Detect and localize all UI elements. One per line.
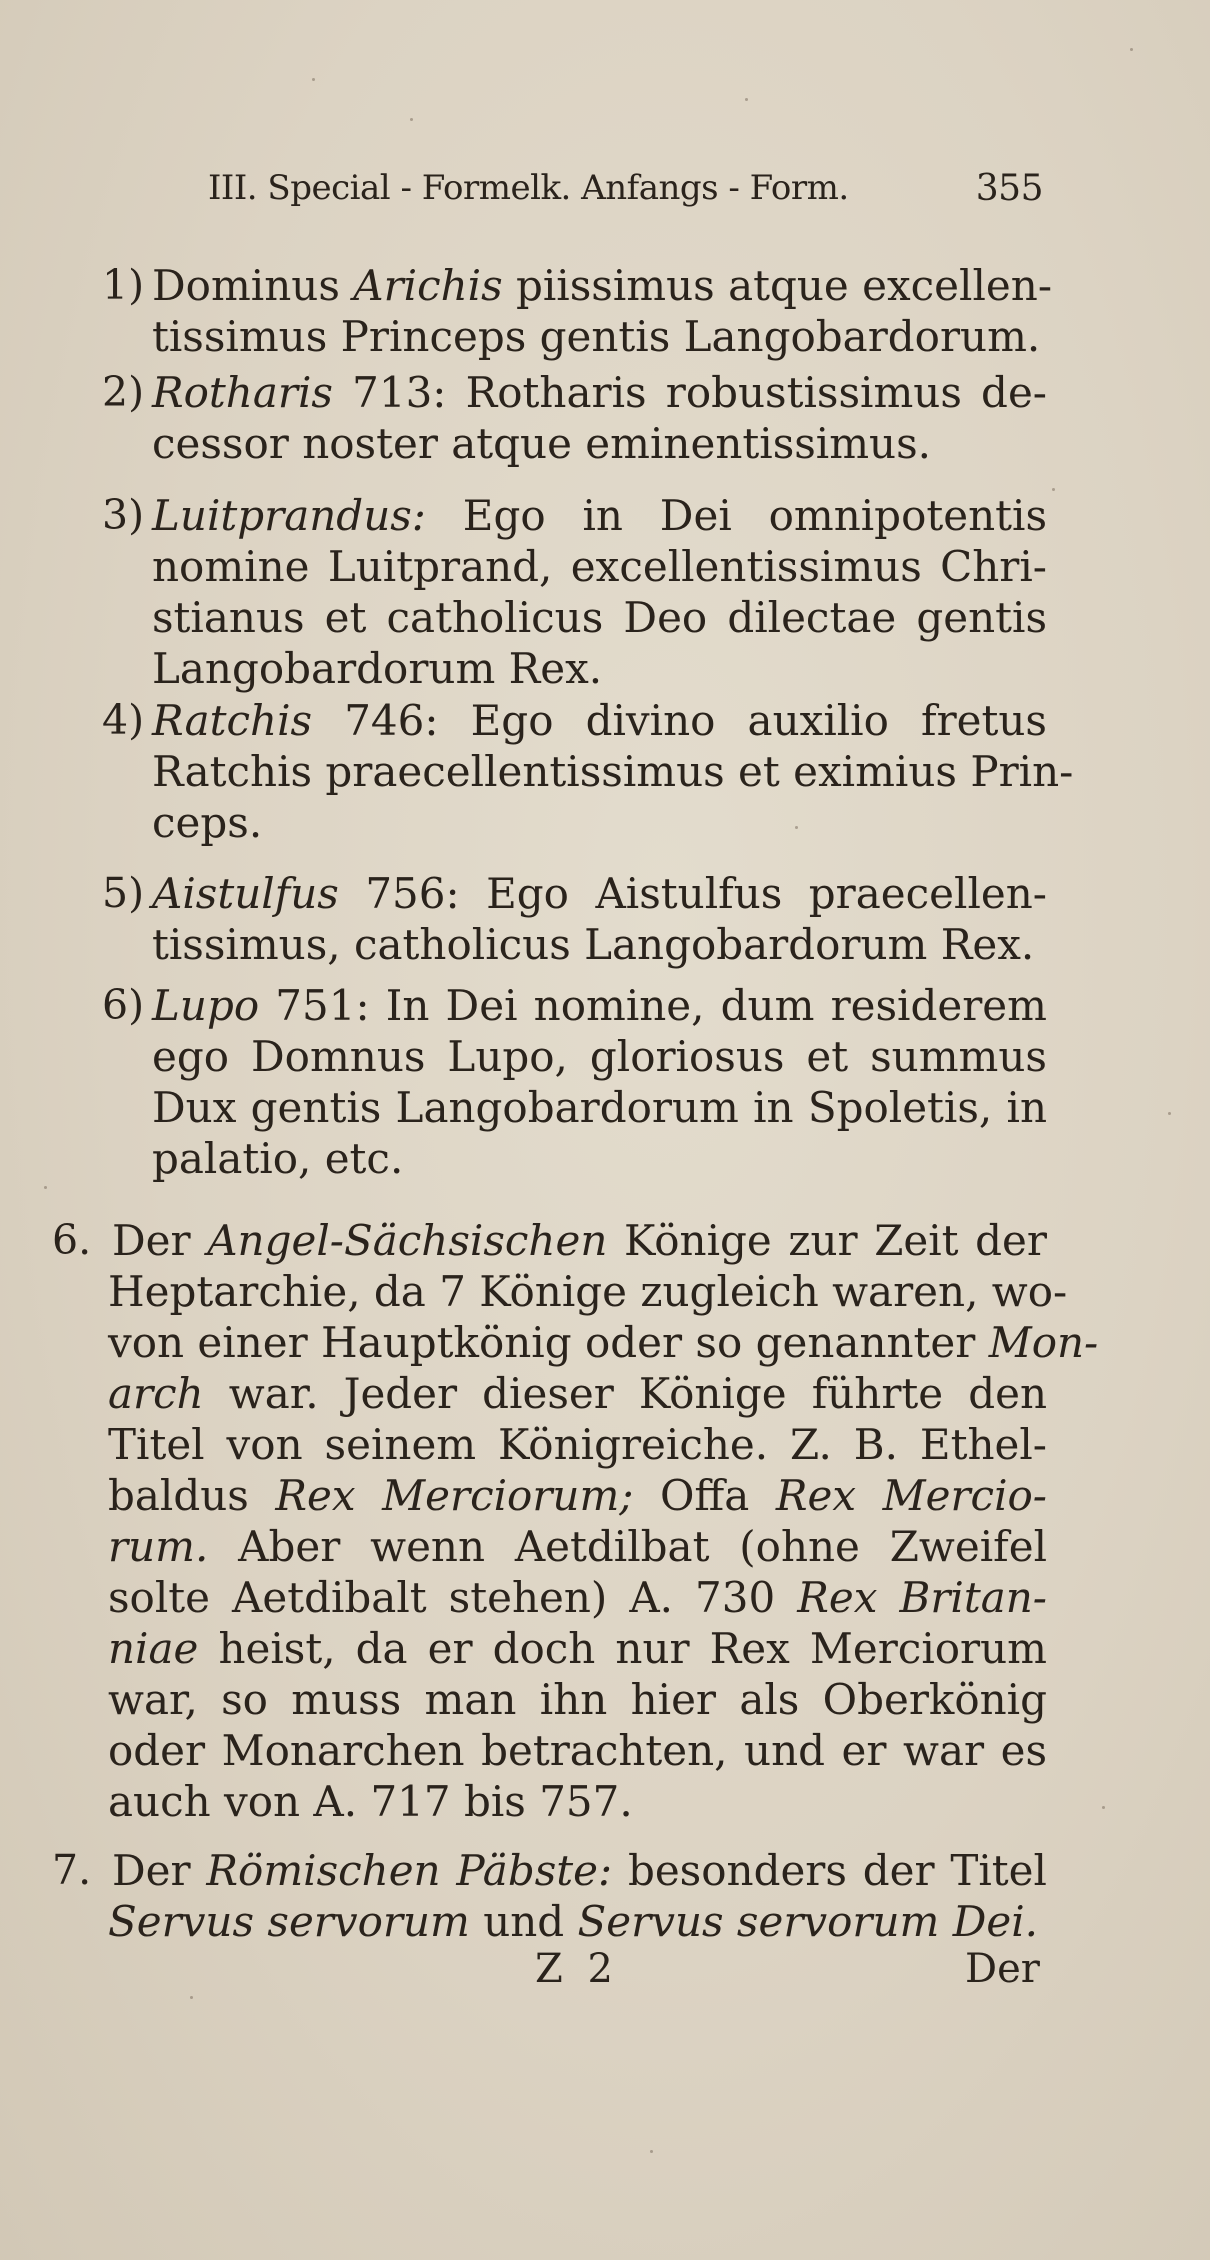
paper-speck [410,118,413,121]
running-title: III. Special - Formelk. Anfangs - Form. [208,168,849,208]
subitem-5 [102,868,1047,970]
text-run: baldus [108,1471,276,1520]
text-run: von einer Hauptkönig oder so genannter [108,1318,989,1367]
section-item-2 [52,1845,1047,1947]
paper-speck [650,2150,653,2153]
text-line [108,1674,1047,1725]
text-run: Aber wenn Aetdilbat (ohne Zweifel [208,1522,1047,1571]
text-line [108,1725,1047,1776]
subitem-number: 6) [102,981,145,1029]
running-header [208,168,1043,218]
section-item-number: 6. [52,1216,92,1264]
italic-text: Römischen Päbste: [206,1846,613,1895]
italic-text: Mon- [988,1318,1099,1367]
italic-text: Rex Merciorum; [275,1471,634,1520]
paper-speck [745,98,748,101]
text-line [152,1082,1047,1133]
text-run: Titel von seinem Königreiche. Z. B. Ethel- [108,1420,1047,1469]
text-run: war. Jeder dieser Könige führte den [203,1369,1047,1418]
italic-text: Aistulfus [152,869,339,918]
catchword: Der [965,1946,1040,1992]
text-line [108,1896,1047,1947]
text-run: besonders der Titel [612,1846,1047,1895]
italic-text: Lupo [152,981,260,1030]
text-line [152,311,1047,362]
text-run: Heptarchie, da 7 Könige zugleich waren, wo- [108,1267,1068,1316]
italic-text: Luitprandus: [152,491,426,540]
italic-text: Servus servorum Dei. [577,1897,1039,1946]
italic-text: Angel-Sächsischen [207,1216,608,1265]
text-line [108,1776,1047,1827]
page-number: 355 [975,168,1043,209]
text-run: oder Monarchen betrachten, und er war es [108,1726,1047,1775]
text-run: Der [112,1216,208,1265]
text-run: 713: Rotharis robustissimus de- [332,368,1047,417]
text-line [152,367,1047,418]
subitem-4 [102,695,1074,848]
text-line [152,490,1047,541]
subitem-2 [102,367,1047,469]
subitem-3 [102,490,1047,694]
text-run: ego Domnus Lupo, gloriosus et summus [152,1032,1047,1081]
text-run: cessor noster atque eminentissimus. [152,419,932,468]
text-run: Offa [633,1471,776,1520]
text-run: piissimus atque excellen- [502,261,1053,310]
text-line [152,868,1047,919]
italic-text: Rex Mercio- [775,1471,1047,1520]
text-run: auch von A. 717 bis 757. [108,1777,633,1826]
text-line [108,1470,1047,1521]
text-run: 746: Ego divino auxilio fretus [312,696,1047,745]
subitem-number: 2) [102,368,145,416]
text-run: 756: Ego Aistulfus praecellen- [338,869,1047,918]
subitem-6 [102,980,1047,1184]
text-run: tissimus Princeps gentis Langobardorum. [152,312,1041,361]
text-run: Ego in Dei omnipotentis [425,491,1047,540]
text-line [152,1133,1047,1184]
text-run: heist, da er doch nur Rex Merciorum [198,1624,1047,1673]
italic-text: niae [108,1624,199,1673]
text-run: Dux gentis Langobardorum in Spoletis, in [152,1083,1047,1132]
text-run: palatio, etc. [152,1134,404,1183]
subitem-number: 4) [102,696,145,744]
text-run: solte Aetdibalt stehen) A. 730 [108,1573,798,1622]
text-line [152,260,1053,311]
text-line [152,919,1047,970]
italic-text: Rotharis [152,368,333,417]
subitem-number: 5) [102,869,145,917]
text-run: Dominus [152,261,354,310]
text-line [152,418,1047,469]
text-run: stianus et catholicus Deo dilectae gentis [152,593,1047,642]
text-run: Der [112,1846,207,1895]
text-line [108,1317,1099,1368]
text-run: tissimus, catholicus Langobardorum Rex. [152,920,1035,969]
italic-text: arch [108,1369,204,1418]
text-line [152,980,1047,1031]
text-run: nomine Luitprand, excellentissimus Chri- [152,542,1047,591]
text-line [152,746,1074,797]
text-line [152,541,1047,592]
text-run: Ratchis praecellentissimus et eximius Prin- [152,747,1074,796]
text-run: und [469,1897,578,1946]
text-run: ceps. [152,798,263,847]
section-item-number: 7. [52,1846,92,1894]
text-run: 751: In Dei nomine, dum residerem [259,981,1047,1030]
text-run: war, so muss man ihn hier als Oberkönig [108,1675,1047,1724]
text-line [152,592,1047,643]
italic-text: Rex Britan- [797,1573,1047,1622]
paper-speck [312,78,315,81]
text-line [108,1266,1068,1317]
paper-speck [44,1186,47,1189]
paper-speck [1102,1806,1105,1809]
text-line [152,643,1047,694]
text-line [152,695,1047,746]
text-line [108,1368,1047,1419]
italic-text: rum. [108,1522,209,1571]
italic-text: Arichis [353,261,503,310]
italic-text: Servus servorum [108,1897,470,1946]
text-line [108,1623,1047,1674]
paper-speck [1130,48,1133,51]
page-footer [0,1946,1210,2002]
subitem-1 [102,260,1053,362]
paper-speck [1052,488,1055,491]
text-line [152,1031,1047,1082]
signature-mark: Z 2 [535,1946,619,1992]
italic-text: Ratchis [152,696,313,745]
text-line [112,1215,1047,1266]
text-line [152,797,1047,848]
text-line [112,1845,1047,1896]
text-line [108,1572,1047,1623]
text-run: Könige zur Zeit der [607,1216,1047,1265]
section-item-1 [52,1215,1099,1827]
subitem-number: 1) [102,261,145,309]
text-line [108,1521,1047,1572]
text-run: Langobardorum Rex. [152,644,603,693]
text-line [108,1419,1047,1470]
paper-speck [1168,1112,1171,1115]
subitem-number: 3) [102,491,145,539]
